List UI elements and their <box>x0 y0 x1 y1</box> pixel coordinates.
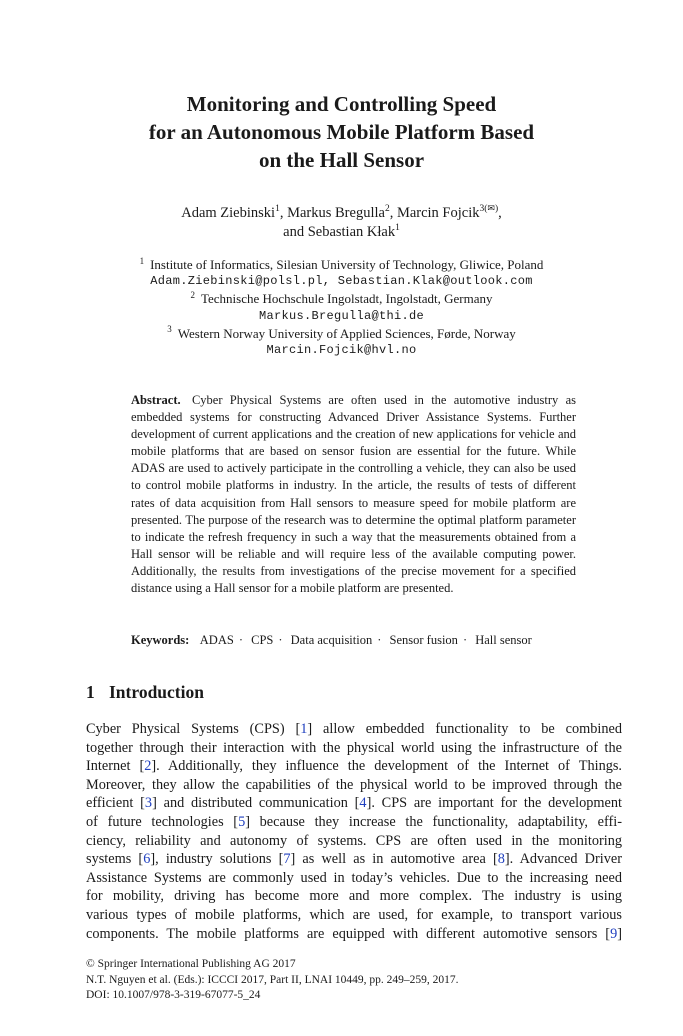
abstract-label: Abstract. <box>131 393 181 407</box>
citation-link[interactable]: 8 <box>497 851 505 868</box>
text-line: Moreover, they allow the capabilities of the physical world to be improved through the <box>86 776 622 793</box>
text-line: of future technologies [5] because they increase the functionality, adaptability, effi- <box>86 813 622 830</box>
paper-title <box>60 90 623 174</box>
affiliation: $^2$ Technische Hochschule Ingolstadt, Ingolstadt, Germany <box>190 290 493 307</box>
text-line: ciency, reliability and autonomy of systems. CPS are often used in the monitoring <box>86 832 622 849</box>
section-heading <box>86 681 204 703</box>
keyword: Hall sensor <box>475 633 532 647</box>
title-line: on the Hall Sensor <box>258 148 425 172</box>
text-line: systems [6], industry solutions [7] as well as in automotive area [8]. Advanced Driver <box>86 851 622 868</box>
affiliation: $^1$ Institute of Informatics, Silesian University of Technology, Gliwice, Poland <box>139 255 544 272</box>
introduction-text <box>86 720 622 943</box>
text-line: efficient [3] and distributed communication [4]. CPS are important for the development <box>86 795 622 812</box>
author-name: Marcin Fojcik <box>396 205 480 221</box>
text-line: for mobility, driving has become more and more complex. The industry is using <box>86 888 622 905</box>
title-line: for an Autonomous Mobile Platform Based <box>148 120 535 144</box>
citation-link[interactable]: 2 <box>144 758 152 775</box>
title-line: Monitoring and Controlling Speed <box>186 92 497 116</box>
text-line: Cyber Physical Systems (CPS) [1] allow embedded functionality to be combined <box>86 721 622 737</box>
text-line: Internet [2]. Additionally, they influence the development of the Internet of Things. <box>86 758 622 775</box>
citation-link[interactable]: 5 <box>238 813 246 830</box>
author-list: Adam Ziebinski$^1$, Markus Bregulla$^2$, Marcin Fojcik$^{3(✉)}$, and Sebastian Kłak$^1$ <box>181 203 502 240</box>
author-name: and Sebastian Kłak <box>283 224 396 240</box>
affiliation-email: Adam.Ziebinski@polsl.pl, Sebastian.Klak@outlook.com <box>150 274 533 289</box>
abstract <box>131 392 576 597</box>
citation-link[interactable]: 4 <box>359 795 367 812</box>
affiliation-email: Marcin.Fojcik@hvl.no <box>266 343 417 358</box>
text-line: various types of mobile platforms, which are used, for example, to transport various <box>86 906 622 923</box>
section-number: 1 <box>86 682 95 702</box>
section-title: Introduction <box>109 682 204 702</box>
text-line: components. The mobile platforms are equipped with different automotive sensors [9] <box>86 925 622 942</box>
keywords-label: Keywords: <box>131 633 190 647</box>
author-name: Markus Bregulla <box>287 205 385 221</box>
citation-link[interactable]: 6 <box>143 851 151 868</box>
citation-link[interactable]: 1 <box>300 721 308 737</box>
author-name: Adam Ziebinski <box>181 205 276 221</box>
affiliation: $^3$ Western Norway University of Applied Sciences, Førde, Norway <box>167 324 516 341</box>
citation-link[interactable]: 9 <box>610 925 618 942</box>
citation-link[interactable]: 7 <box>283 851 291 868</box>
keyword: ADAS <box>199 633 234 647</box>
envelope-icon: ✉ <box>487 203 495 214</box>
affiliations <box>60 256 623 359</box>
footer-line: © Springer International Publishing AG 2017 <box>86 958 296 970</box>
abstract-text: Cyber Physical Systems are often used in the automotive industry as embedded systems for constructing Advanced Driver Assistance Systems. Further development of current applications and the creation of new applications for vehicle and mobile platforms that are based on sensor fusion are essential for the future. While ADAS are used to actively participate in the controlling a vehicle, they can also be used to control mobile platforms in industry. In the article, the results of tests of different rates of data acquisition from Hall sensors to measure speed for mobile platform are presented. The purpose of the research was to determine the optimal platform parameter to indicate the refresh frequency in such a way that the measurements obtained from a Hall sensor will be reliable and will require less of the available computing power. Additionally, the results from investigations of the precise movement for a specified distance using a Hall sensor for a mobile platform are presented. <box>131 393 577 596</box>
keyword: Sensor fusion <box>389 633 458 647</box>
affiliation-email: Markus.Bregulla@thi.de <box>258 308 425 323</box>
copyright-footer <box>86 957 459 1004</box>
citation-link[interactable]: 3 <box>144 795 153 812</box>
keyword: Data acquisition <box>290 633 373 647</box>
footer-line: N.T. Nguyen et al. (Eds.): ICCCI 2017, Part II, LNAI 10449, pp. 249–259, 2017. <box>86 973 459 986</box>
footer-line: DOI: 10.1007/978-3-319-67077-5_24 <box>86 989 261 1001</box>
text-line: Assistance Systems are commonly used in today’s vehicles. Due to the increasing need <box>86 869 622 886</box>
text-line: together through their interaction with the physical world using the infrastructure of the <box>86 739 622 756</box>
keyword: CPS <box>251 633 274 647</box>
keywords: Keywords: ADAS · CPS · Data acquisition · Sensor fusion · Hall sensor <box>131 633 532 647</box>
